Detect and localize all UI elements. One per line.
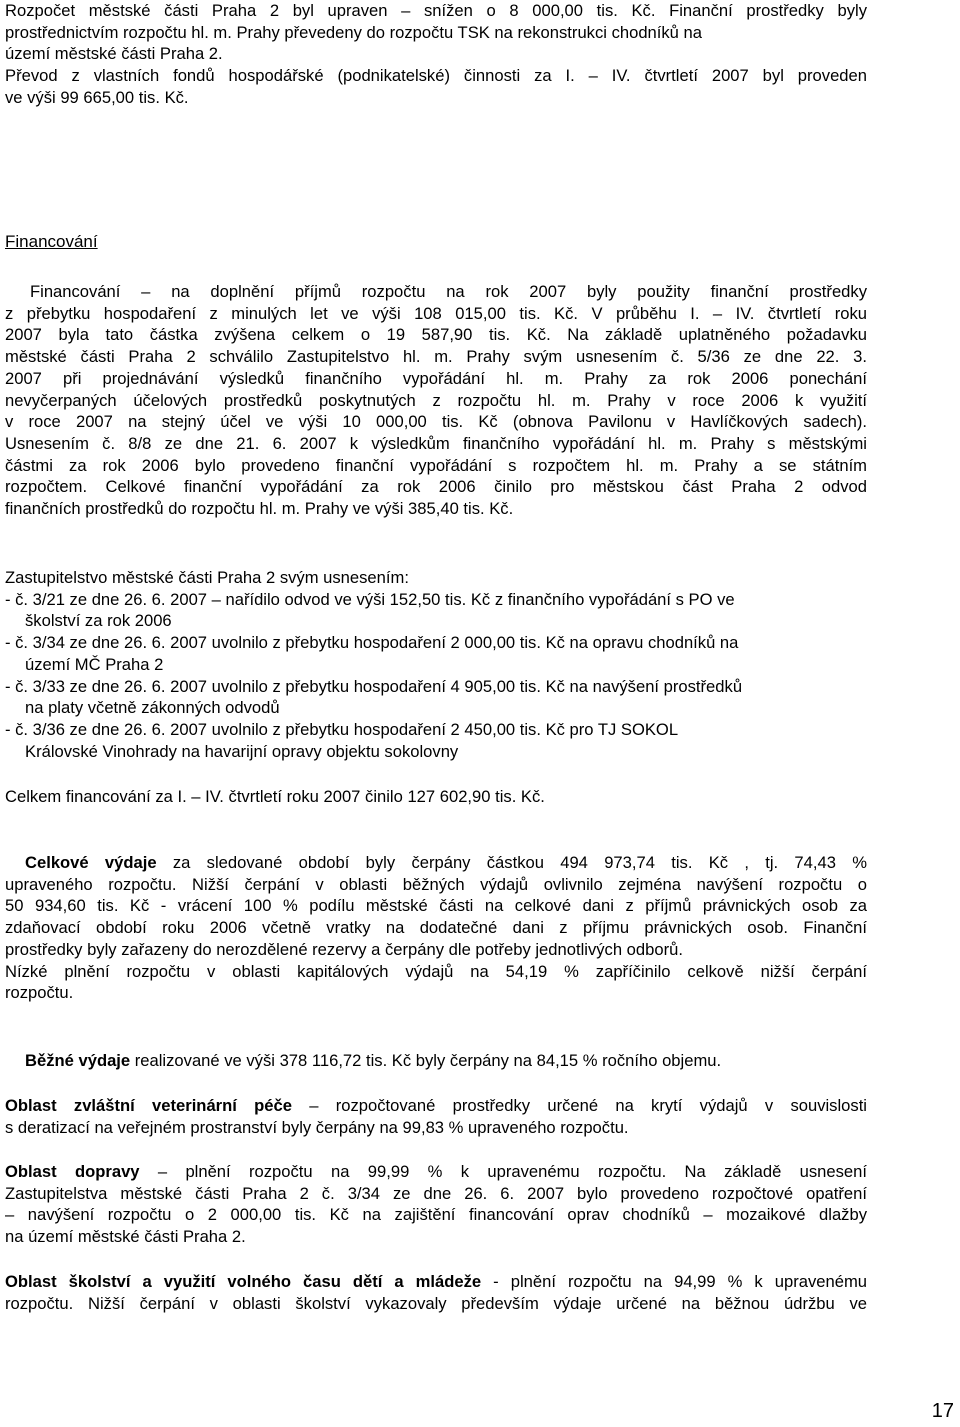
text-line: rozpočtu. (5, 983, 74, 1003)
text-line: 2007 byla tato částka zvýšena celkem o 19 587,90 tis. Kč. Na základě uplatněného požadavku (5, 325, 867, 345)
current-expenses-paragraph (5, 1050, 867, 1072)
text-line: upraveného rozpočtu. Nižší čerpání v oblasti běžných výdajů ovlivnilo zejména navýšení rozpočtu o (5, 874, 867, 894)
list-item-continuation: na platy včetně zákonných odvodů (25, 698, 280, 718)
text-line: městské části Praha 2 schválilo Zastupitelstvo hl. m. Prahy svým usnesením č. 5/36 ze dne 22. 3. (5, 347, 867, 367)
bold-term: Celkové výdaje (25, 853, 157, 872)
text-line: Financování – na doplnění příjmů rozpočtu na rok 2007 byly použity finanční prostředky (30, 282, 867, 301)
text-line: ve výši 99 665,00 tis. Kč. (5, 87, 189, 107)
text-line: prostřednictvím rozpočtu hl. m. Prahy převedeny do rozpočtu TSK na rekonstrukci chodníků na (5, 22, 702, 42)
list-item-continuation: Královské Vinohrady na havarijní opravy objektu sokolovny (25, 741, 459, 761)
text-line: z přebytku hospodaření z minulých let ve výši 108 015,00 tis. Kč. V průběhu I. – IV. čtvrtletí roku (5, 303, 867, 323)
text-run: - plnění rozpočtu na 94,99 % k upravenému (481, 1272, 867, 1291)
bold-term: Oblast školství a využití volného času dětí a mládeže (5, 1272, 482, 1291)
text-line: – navýšení rozpočtu o 2 000,00 tis. Kč na zajištění financování oprav chodníků – mozaikové dlažby (5, 1205, 867, 1225)
text-line: finančních prostředků do rozpočtu hl. m. Prahy ve výši 385,40 tis. Kč. (5, 499, 514, 519)
text-line: Celkem financování za I. – IV. čtvrtletí roku 2007 činilo 127 602,90 tis. Kč. (5, 787, 545, 806)
text-line: zdaňovací období roku 2006 včetně vratky na dodatečné dani z příjmu právnických osob. Finanční (5, 918, 867, 938)
text-run: za sledované období byly čerpány částkou 494 973,74 tis. Kč , tj. 74,43 % (156, 853, 867, 872)
page-number: 17 (931, 1400, 954, 1422)
text-line (5, 852, 867, 874)
financing-paragraph (5, 281, 867, 520)
text-run: – plnění rozpočtu na 99,99 % k upravenému rozpočtu. Na základě usnesení (139, 1162, 867, 1181)
list-item: - č. 3/33 ze dne 26. 6. 2007 uvolnilo z přebytku hospodaření 4 905,00 tis. Kč na navýšení prostředků (5, 676, 743, 696)
text-line (5, 1050, 867, 1072)
text-line (5, 1095, 867, 1117)
text-line: v roce 2007 na stejný účel ve výši 10 000,00 tis. Kč (obnova Pavilonu v Havlíčkových sadech). (5, 412, 867, 432)
financing-total (5, 786, 867, 808)
list-item: - č. 3/34 ze dne 26. 6. 2007 uvolnilo z přebytku hospodaření 2 000,00 tis. Kč na opravu chodníků na (5, 633, 739, 653)
education-paragraph (5, 1271, 867, 1314)
text-line: rozpočtu. Nižší čerpání v oblasti školství vykazovaly především výdaje určené na běžnou údržbu ve (5, 1293, 867, 1313)
text-line: na území městské části Praha 2. (5, 1227, 246, 1247)
veterinary-paragraph (5, 1095, 867, 1138)
text-run: realizované ve výši 378 116,72 tis. Kč byly čerpány na 84,15 % ročního objemu. (130, 1051, 722, 1070)
text-line: prostředky byly zařazeny do nerozdělené rezervy a čerpány dle potřeby jednotlivých odborů. (5, 939, 683, 959)
bold-term: Oblast zvláštní veterinární péče (5, 1096, 292, 1115)
text-line: 50 934,60 tis. Kč - vrácení 100 % podílu městské části na celkové dani z příjmů právnických osob za (5, 896, 867, 916)
total-expenses-paragraph (5, 852, 867, 1004)
text-line (5, 1271, 867, 1293)
bold-term: Běžné výdaje (25, 1051, 131, 1070)
text-line: s deratizací na veřejném prostranství byly čerpány na 99,83 % upraveného rozpočtu. (5, 1117, 629, 1137)
text-line: Usnesením č. 8/8 ze dne 21. 6. 2007 k výsledkům finančního vypořádání hl. m. Prahy s městskými (5, 433, 867, 453)
text-line: rozpočtem. Celkové finanční vypořádání za rok 2006 činilo pro městskou část Praha 2 odvod (5, 477, 867, 497)
text-line: částmi za rok 2006 bylo provedeno finanční vypořádání s rozpočtem hl. m. Prahy a se státním (5, 455, 867, 475)
council-resolutions (5, 567, 867, 762)
text-line (5, 1161, 867, 1183)
text-line: území městské části Praha 2. (5, 44, 223, 64)
text-line: 2007 při projednávání výsledků finančního vypořádání hl. m. Prahy za rok 2006 ponechání (5, 368, 867, 388)
text-line: Zastupitelstva městské části Praha 2 č. 3/34 ze dne 26. 6. 2007 bylo provedeno rozpočtové opatření (5, 1183, 867, 1203)
section-heading: Financování (5, 232, 98, 251)
list-item: - č. 3/21 ze dne 26. 6. 2007 – nařídilo odvod ve výši 152,50 tis. Kč z finančního vypořádání s PO ve (5, 589, 735, 609)
text-line: Rozpočet městské části Praha 2 byl upraven – snížen o 8 000,00 tis. Kč. Finanční prostředky byly (5, 1, 867, 20)
list-item: - č. 3/36 ze dne 26. 6. 2007 uvolnilo z přebytku hospodaření 2 450,00 tis. Kč pro TJ SOKOL (5, 719, 679, 739)
text-line: Převod z vlastních fondů hospodářské (podnikatelské) činnosti za I. – IV. čtvrtletí 2007 byl proveden (5, 66, 867, 86)
transport-paragraph (5, 1161, 867, 1248)
intro-paragraph (5, 0, 867, 109)
text-line: nevyčerpaných účelových prostředků poskytnutých z rozpočtu hl. m. Prahy v roce 2006 k využití (5, 390, 867, 410)
list-item-continuation: území MČ Praha 2 (25, 654, 164, 674)
text-run: – rozpočtované prostředky určené na krytí výdajů v souvislosti (291, 1096, 867, 1115)
list-item-continuation: školství za rok 2006 (25, 611, 172, 631)
text-line: Nízké plnění rozpočtu v oblasti kapitálových výdajů na 54,19 % zapříčinilo celkově nižší čerpání (5, 961, 867, 981)
bold-term: Oblast dopravy (5, 1162, 140, 1181)
list-intro: Zastupitelstvo městské části Praha 2 svým usnesením: (5, 568, 409, 587)
